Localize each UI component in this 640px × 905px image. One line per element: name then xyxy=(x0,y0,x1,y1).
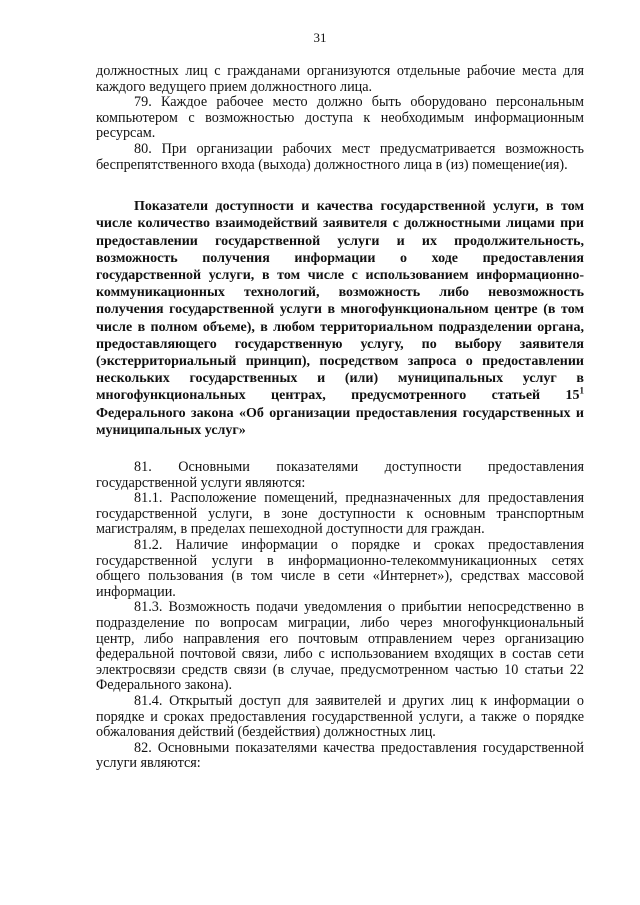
heading-superscript: 1 xyxy=(579,385,584,396)
paragraph-81-1: 81.1. Расположение помещений, предназначенных для предоставления государственной услуги, в зоне доступности к основным транспортным магистралям, в пределах пешеходной доступности для граждан. xyxy=(96,490,584,538)
paragraph-continuation: должностных лиц с гражданами организуются отдельные рабочие места для каждого ведущего прием должностного лица. xyxy=(96,63,584,95)
paragraph-81-2: 81.2. Наличие информации о порядке и сроках предоставления государственной услуги в информационно-телекоммуникационных сетях общего пользования (в том числе в сети «Интернет»), средствах массовой информации. xyxy=(96,536,584,600)
page-number: 31 xyxy=(313,30,327,45)
paragraph-81: 81. Основными показателями доступности предоставления государственной услуги являются: xyxy=(96,459,584,491)
paragraph-81-3: 81.3. Возможность подачи уведомления о прибытии непосредственно в подразделение по вопросам миграции, либо через многофункциональный центр, либо направления его почтовым отправлением через организацию федеральной почтовой связи, либо с использованием входящих в состав сети электросвязи средств связи (в случае, предусмотренном частью 10 статьи 22 Федерального закона). xyxy=(96,599,584,694)
document-body xyxy=(96,64,584,772)
heading-text-end: Федерального закона «Об организации предоставления государственных и муниципальных услуг» xyxy=(96,405,584,438)
paragraph-79: 79. Каждое рабочее место должно быть оборудовано персональным компьютером с возможностью доступа к необходимым информационным ресурсам. xyxy=(96,94,584,142)
paragraph-80: 80. При организации рабочих мест предусматривается возможность беспрепятственного входа (выхода) должностного лица в (из) помещение(ия). xyxy=(96,140,584,173)
heading-text: Показатели доступности и качества государственной услуги, в том числе количество взаимодействий заявителя с должностными лицами при предоставлении государственной услуги и их продолжительность, возможность получения информации о ходе предоставления государственной услуги, в том числе с использованием информационно-коммуникационных технологий, возможность либо невозможность получения государственной услуги в многофункциональном центре (в том числе в полном объеме), в любом территориальном подразделении органа, предоставляющего государственную услугу, по выбору заявителя (экстерриториальный принцип), посредством запроса о предоставлении нескольких государственных и (или) муниципальных услуг в многофункциональных центрах, предусмотренного статьей 15 xyxy=(96,199,584,404)
paragraph-81-4: 81.4. Открытый доступ для заявителей и других лиц к информации о порядке и сроках предоставления государственной услуги, а также о порядке обжалования действий (бездействия) должностных лиц. xyxy=(96,692,584,741)
paragraph-82: 82. Основными показателями качества предоставления государственной услуги являются: xyxy=(96,739,584,772)
section-heading xyxy=(96,198,584,439)
